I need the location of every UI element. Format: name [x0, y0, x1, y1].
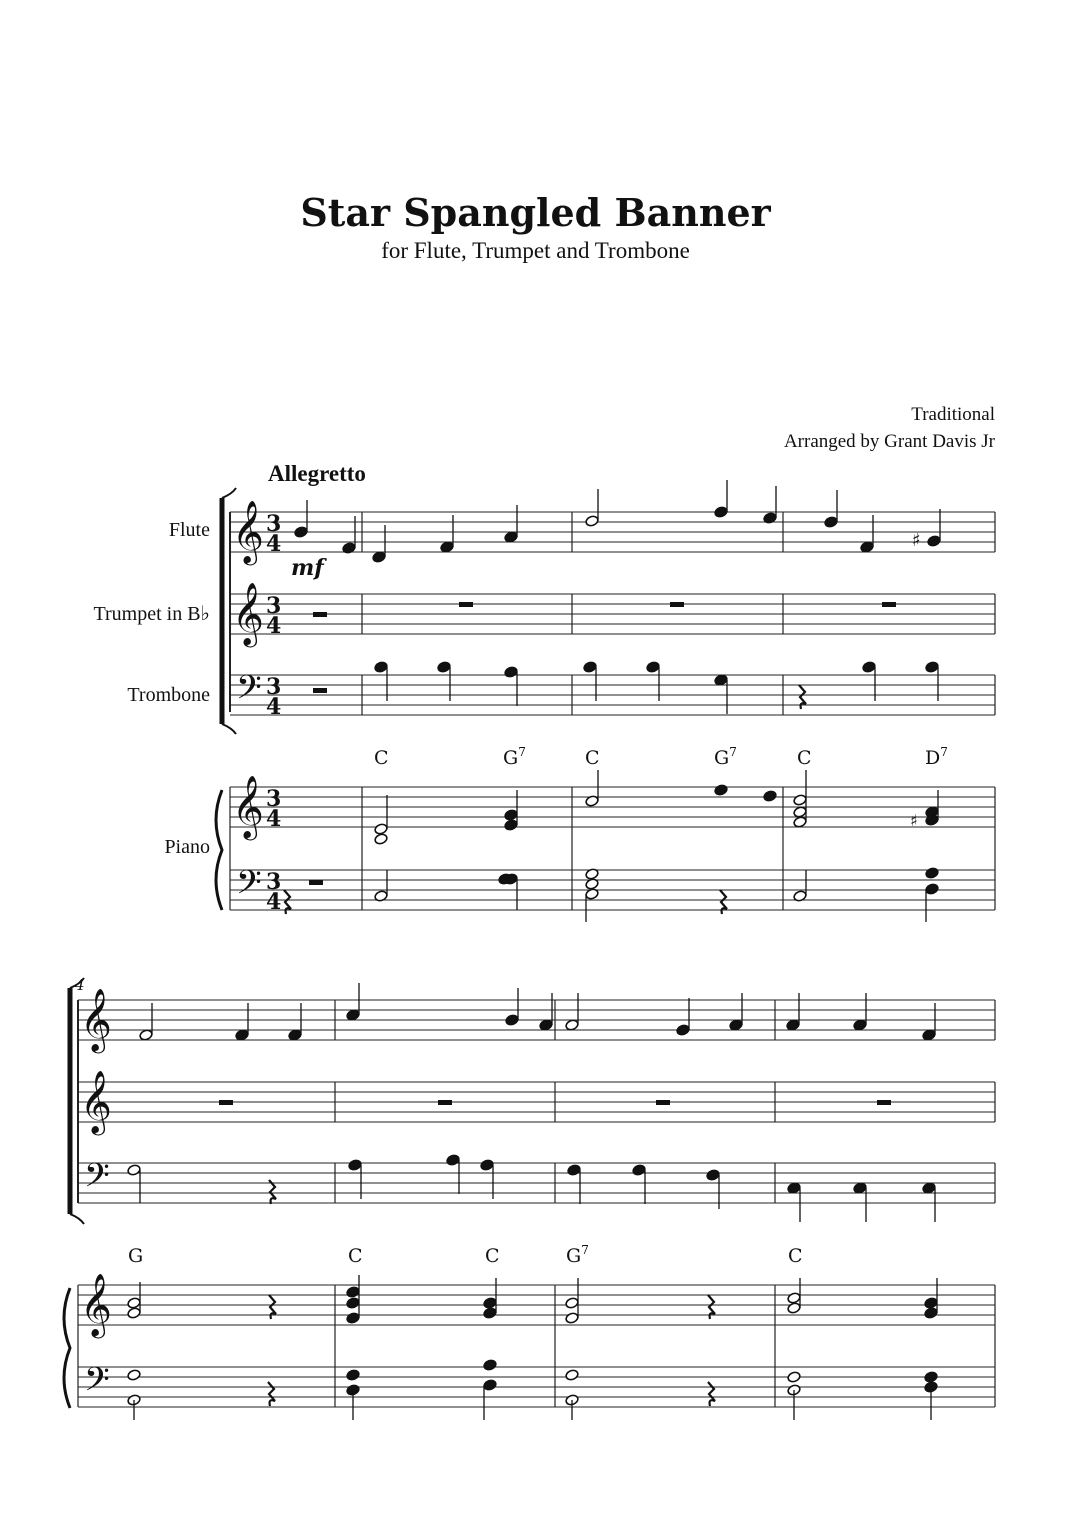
flute-note — [922, 1029, 936, 1041]
flute-note — [539, 1019, 553, 1031]
flute-note — [346, 1009, 360, 1021]
bass-clef-icon: 𝄢 — [236, 864, 262, 910]
piano-note — [925, 883, 939, 895]
flute-note — [139, 1029, 153, 1041]
chord-symbol: $G^7$ — [503, 745, 526, 769]
piano-note — [924, 1297, 938, 1309]
chord-extension: 7 — [940, 745, 948, 759]
flute-note — [860, 541, 874, 553]
flute-note — [714, 506, 728, 518]
piano-note — [127, 1369, 141, 1381]
dynamic-marking: mf — [291, 555, 324, 581]
flute-note — [504, 531, 518, 543]
piano-note — [346, 1369, 360, 1381]
quarter-rest — [268, 1382, 275, 1406]
flute-note — [585, 515, 599, 527]
time-sig-top: 3 — [266, 786, 282, 812]
piano-note — [346, 1312, 360, 1324]
flute-note — [824, 516, 838, 528]
chord-symbol: C — [374, 747, 389, 769]
trombone-note — [632, 1164, 646, 1176]
time-sig-top: 3 — [266, 511, 282, 537]
trombone-note — [853, 1182, 867, 1194]
flute-note — [565, 1019, 579, 1031]
flute-note — [505, 1014, 519, 1026]
flute-note — [786, 1019, 800, 1031]
trombone-note — [922, 1182, 936, 1194]
flute-note — [440, 541, 454, 553]
quarter-rest — [269, 1180, 276, 1204]
piano-note — [793, 794, 807, 806]
bass-clef-icon: 𝄢 — [84, 1157, 110, 1203]
piano-note — [504, 809, 518, 821]
chord-extension: 7 — [729, 745, 737, 759]
quarter-rest — [708, 1382, 715, 1406]
flute-note — [927, 535, 941, 547]
treble-clef-icon: 𝄞 — [232, 582, 264, 645]
flute-note — [676, 1024, 690, 1036]
piano-note — [924, 1307, 938, 1319]
trombone-note — [706, 1169, 720, 1181]
time-sig-bottom: 4 — [266, 694, 282, 720]
instrument-label-trumpet: Trumpet in B♭ — [93, 603, 210, 625]
piano-note — [374, 823, 388, 835]
piano-note — [483, 1307, 497, 1319]
piano-note — [565, 1312, 579, 1324]
measure-number: 4 — [75, 976, 85, 994]
trombone-note — [480, 1159, 494, 1171]
piano-note — [346, 1297, 360, 1309]
score-subtitle: for Flute, Trumpet and Trombone — [381, 238, 690, 263]
arranger-credit: Arranged by Grant Davis Jr — [783, 431, 995, 452]
trombone-note — [925, 661, 939, 673]
trombone-note — [646, 661, 660, 673]
sharp-icon: ♯ — [910, 811, 918, 830]
piano-note — [793, 806, 807, 818]
piano-note — [504, 819, 518, 831]
piano-note — [787, 1371, 801, 1383]
whole-rest — [219, 1100, 233, 1105]
flute-note — [288, 1029, 302, 1041]
bass-clef-icon: 𝄢 — [84, 1361, 110, 1407]
trombone-note — [374, 661, 388, 673]
whole-rest — [882, 602, 896, 607]
instrument-label-flute: Flute — [168, 519, 210, 541]
piano-note — [127, 1297, 141, 1309]
flute-note — [235, 1029, 249, 1041]
time-sig-bottom: 4 — [266, 806, 282, 832]
bass-clef-icon: 𝄢 — [236, 669, 262, 715]
trombone-note — [714, 674, 728, 686]
tempo-marking: Allegretto — [268, 461, 366, 486]
piano-note — [346, 1286, 360, 1298]
trombone-note — [787, 1182, 801, 1194]
chord-extension: 7 — [518, 745, 526, 759]
chord-symbol: C — [348, 1245, 363, 1267]
flute-note — [853, 1019, 867, 1031]
score-title: Star Spangled Banner — [300, 190, 771, 235]
piano-note — [925, 867, 939, 879]
time-sig-bottom: 4 — [266, 531, 282, 557]
piano-brace — [64, 1288, 70, 1408]
sharp-icon: ♯ — [912, 530, 921, 551]
trombone-note — [127, 1164, 141, 1176]
piano-note — [127, 1307, 141, 1319]
trombone-note — [583, 661, 597, 673]
whole-rest — [438, 1100, 452, 1105]
piano-note — [483, 1297, 497, 1309]
piano-note — [565, 1297, 579, 1309]
chord-symbol: C — [788, 1245, 803, 1267]
time-sig-bottom: 4 — [266, 889, 282, 915]
whole-rest — [656, 1100, 670, 1105]
chord-symbol: C — [485, 1245, 500, 1267]
treble-clef-icon: 𝄞 — [232, 500, 264, 563]
time-sig-bottom: 4 — [266, 613, 282, 639]
piano-note — [374, 833, 388, 845]
chord-symbol: C — [797, 747, 812, 769]
whole-rest — [670, 602, 684, 607]
trombone-note — [504, 666, 518, 678]
chord-symbol: G — [128, 1245, 144, 1267]
chord-extension: 7 — [581, 1243, 589, 1257]
treble-clef-icon: 𝄞 — [80, 1070, 112, 1133]
chord-symbol: $G^7$ — [714, 745, 737, 769]
trombone-note — [862, 661, 876, 673]
treble-clef-icon: 𝄞 — [80, 1273, 112, 1336]
time-sig-top: 3 — [266, 869, 282, 895]
chord-symbol: $G^7$ — [566, 1243, 589, 1267]
piano-note — [787, 1292, 801, 1304]
whole-rest — [877, 1100, 891, 1105]
piano-note — [483, 1359, 497, 1371]
piano-note — [924, 1371, 938, 1383]
chord-symbol: $D^7$ — [925, 745, 948, 769]
piano-note — [565, 1369, 579, 1381]
flute-note — [729, 1019, 743, 1031]
piano-note — [763, 790, 777, 802]
chord-symbol: C — [585, 747, 600, 769]
trombone-note — [567, 1164, 581, 1176]
instrument-label-piano: Piano — [164, 836, 210, 858]
whole-rest — [459, 602, 473, 607]
whole-rest — [313, 688, 327, 693]
treble-clef-icon: 𝄞 — [80, 988, 112, 1051]
piano-note — [483, 1379, 497, 1391]
instrument-label-trombone: Trombone — [127, 684, 210, 706]
piano-note — [793, 816, 807, 828]
trombone-note — [437, 661, 451, 673]
time-sig-top: 3 — [266, 593, 282, 619]
trombone-note — [446, 1154, 460, 1166]
trombone-note — [348, 1159, 362, 1171]
flute-note — [372, 551, 386, 563]
treble-clef-icon: 𝄞 — [232, 775, 264, 838]
flute-note — [294, 526, 308, 538]
whole-rest — [309, 880, 323, 885]
time-sig-top: 3 — [266, 674, 282, 700]
whole-rest — [313, 612, 327, 617]
piano-brace — [216, 790, 222, 910]
composer-credit: Traditional — [911, 404, 995, 425]
piano-note — [714, 784, 728, 796]
piano-note — [787, 1302, 801, 1314]
